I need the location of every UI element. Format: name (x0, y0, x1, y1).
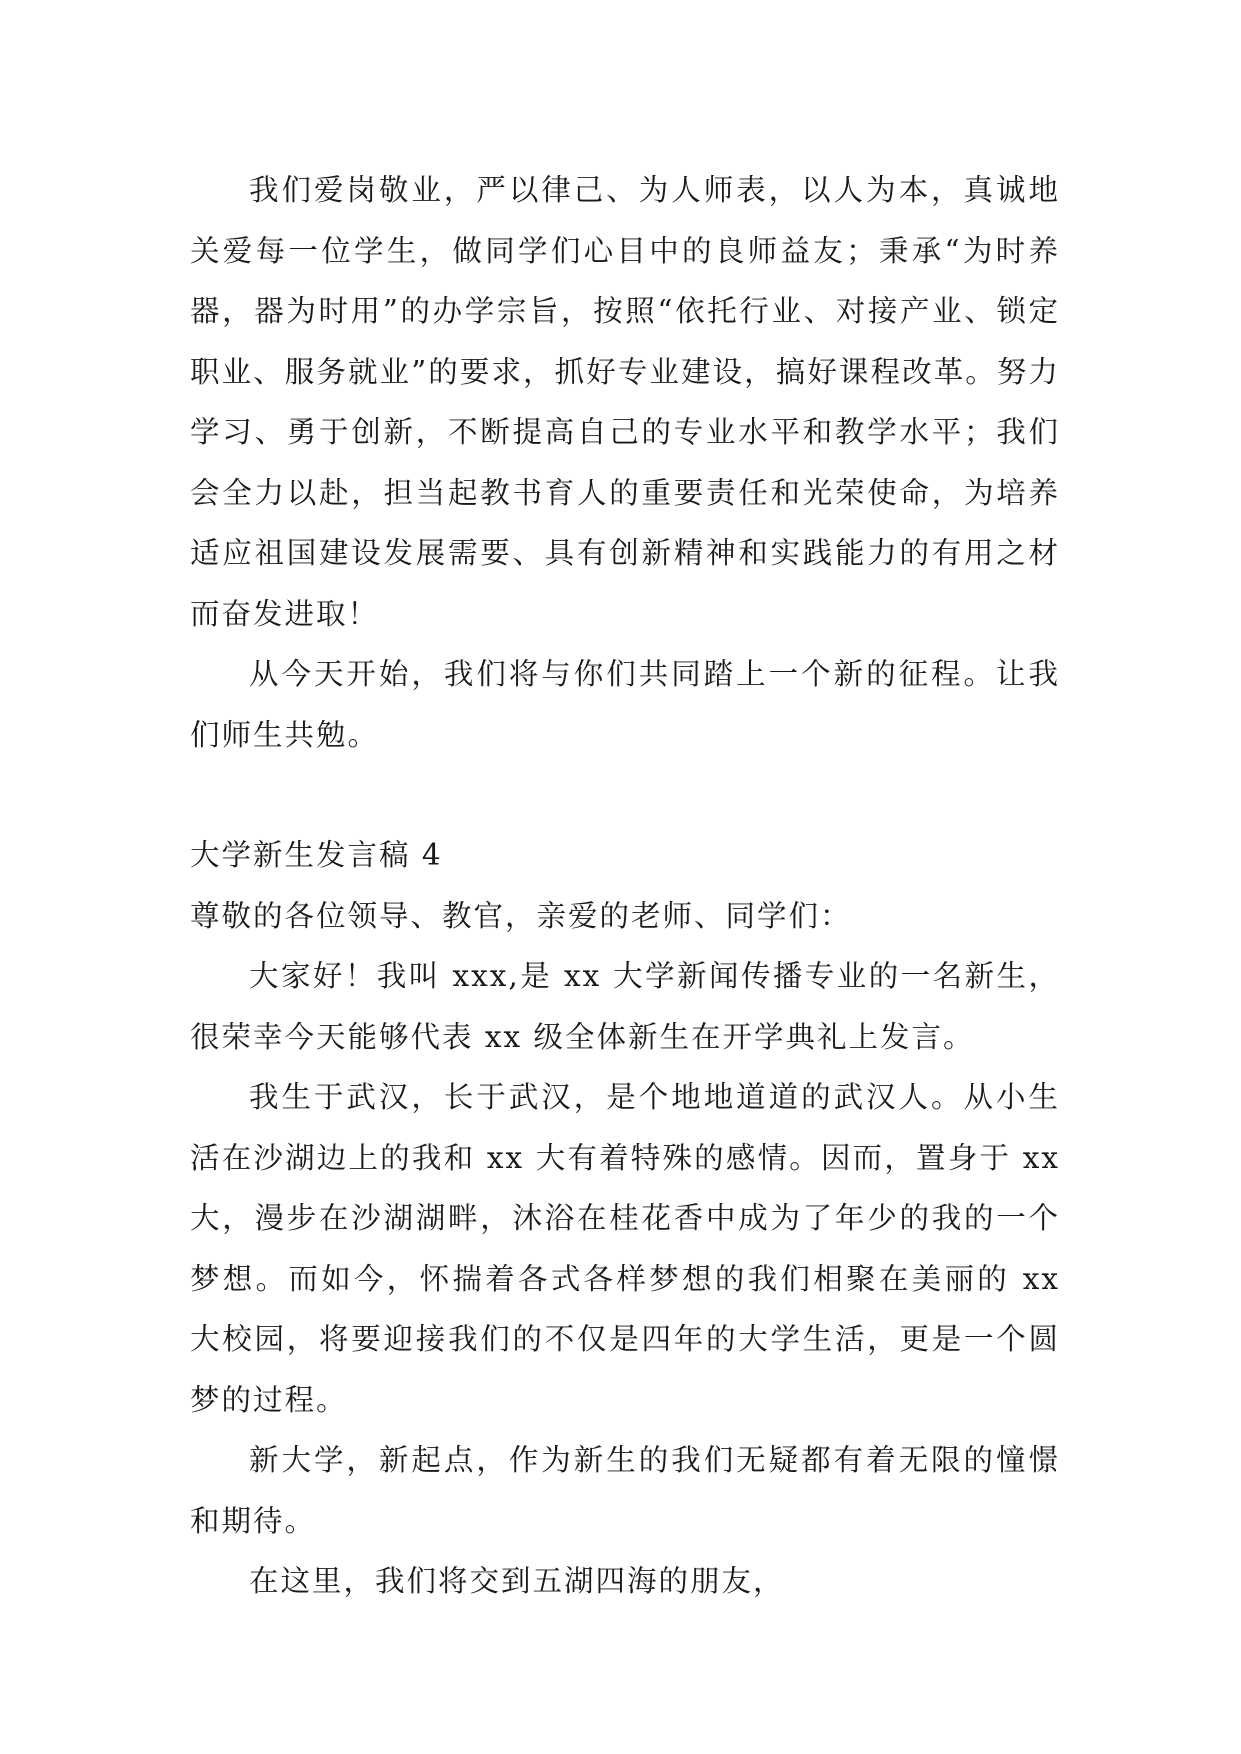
paragraph: 我们爱岗敬业，严以律己、为人师表，以人为本，真诚地关爱每一位学生，做同学们心目中的良师益友；秉承“为时养器，器为时用”的办学宗旨，按照“依托行业、对接产业、锁定职业、服务就业”的要求，抓好专业建设，搞好课程改革。努力学习、勇于创新，不断提高自己的专业水平和教学水平；我们会全力以赴，担当起教书育人的重要责任和光荣使命，为培养适应祖国建设发展需要、具有创新精神和实践能力的有用之材而奋发进取！ (190, 173, 1060, 631)
paragraph: 我生于武汉，长于武汉，是个地地道道的武汉人。从小生活在沙湖边上的我和 xx 大有着特殊的感情。因而，置身于 xx 大，漫步在沙湖湖畔，沐浴在桂花香中成为了年少的我的一个梦想。而如今，怀揣着各式各样梦想的我们相聚在美丽的 xx 大校园，将要迎接我们的不仅是四年的大学生活，更是一个圆梦的过程。 (190, 1080, 1060, 1417)
paragraph: 从今天开始，我们将与你们共同踏上一个新的征程。让我们师生共勉。 (190, 657, 1060, 752)
salutation: 尊敬的各位领导、教官，亲爱的老师、同学们： (190, 898, 852, 933)
paragraph: 在这里，我们将交到五湖四海的朋友， (249, 1564, 785, 1598)
paragraph: 大家好！我叫 xxx,是 xx 大学新闻传播专业的一名新生，很荣幸今天能够代表 xx 级全体新生在开学典礼上发言。 (190, 959, 1060, 1054)
document-body (190, 160, 1060, 1612)
paragraph: 新大学，新起点，作为新生的我们无疑都有着无限的憧憬和期待。 (190, 1443, 1060, 1538)
section-title: 大学新生发言稿 4 (190, 838, 443, 872)
section-gap (190, 765, 1060, 825)
